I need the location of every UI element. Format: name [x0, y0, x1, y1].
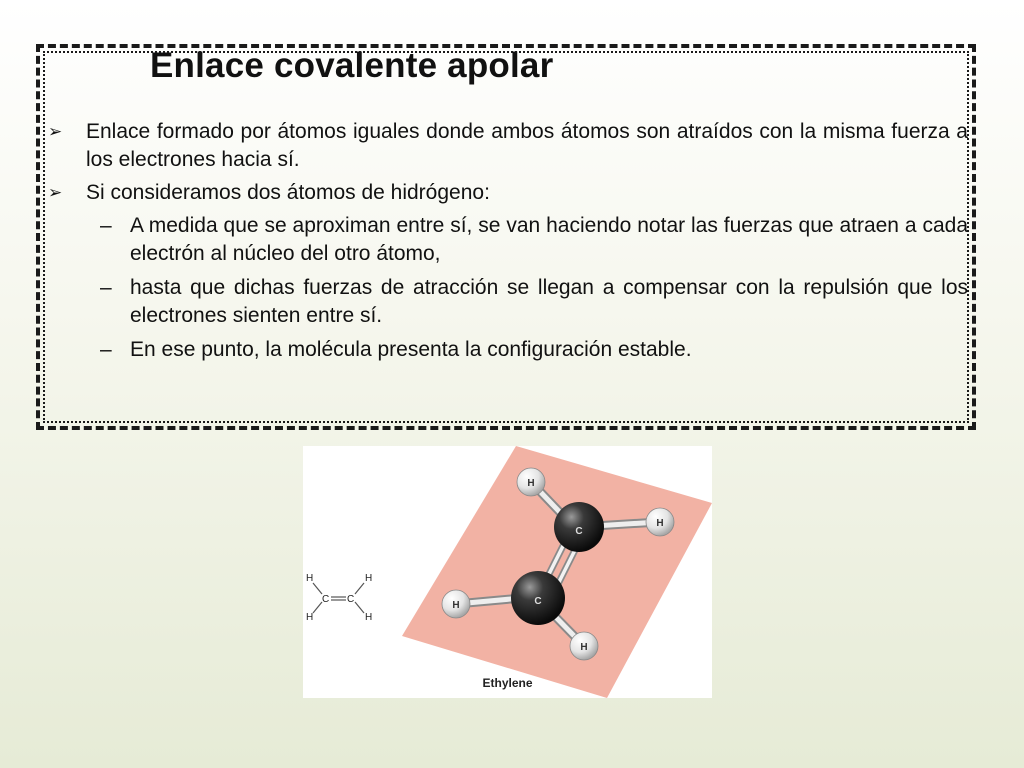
subbullet-item: [48, 274, 968, 330]
subbullet-item: [48, 336, 968, 364]
ethylene-figure: [303, 446, 712, 698]
ethylene-diagram: [303, 446, 712, 698]
atom-label-h: H: [656, 518, 664, 529]
atom-label-c: C: [534, 596, 542, 607]
bullet-text: Enlace formado por átomos iguales donde ambos átomos son atraídos con la misma fuerza a los electrones hacia sí.: [86, 120, 968, 171]
bullet-item: [48, 179, 968, 207]
subbullet-item: [48, 212, 968, 268]
atom-label-h: H: [527, 478, 535, 489]
atom-label-h: H: [452, 600, 460, 611]
formula-h-label: H: [306, 612, 314, 623]
formula-h-label: H: [365, 573, 373, 584]
dash-bullet-icon: –: [100, 276, 112, 299]
subbullet-text: En ese punto, la molécula presenta la configuración estable.: [130, 338, 692, 361]
molecular-plane: [402, 446, 712, 698]
slide-content: [48, 118, 968, 370]
formula-c-label: C: [347, 594, 355, 605]
structural-formula: [313, 583, 364, 613]
dash-bullet-icon: –: [100, 214, 112, 237]
arrow-bullet-icon: ➢: [48, 122, 63, 141]
formula-h-label: H: [365, 612, 373, 623]
slide-title: Enlace covalente apolar: [150, 46, 554, 85]
atom-label-c: C: [575, 526, 583, 537]
subbullet-text: hasta que dichas fuerzas de atracción se llegan a compensar con la repulsión que los electrones sienten entre sí.: [130, 276, 968, 327]
formula-c-label: C: [322, 594, 330, 605]
formula-h-label: H: [306, 573, 314, 584]
dash-bullet-icon: –: [100, 338, 112, 361]
arrow-bullet-icon: ➢: [48, 183, 63, 202]
subbullet-text: A medida que se aproximan entre sí, se van haciendo notar las fuerzas que atraen a cada electrón al núcleo del otro átomo,: [130, 214, 968, 265]
figure-caption: Ethylene: [482, 676, 533, 690]
bullet-text: Si consideramos dos átomos de hidrógeno:: [86, 181, 490, 204]
bullet-item: [48, 118, 968, 174]
atom-label-h: H: [580, 642, 588, 653]
